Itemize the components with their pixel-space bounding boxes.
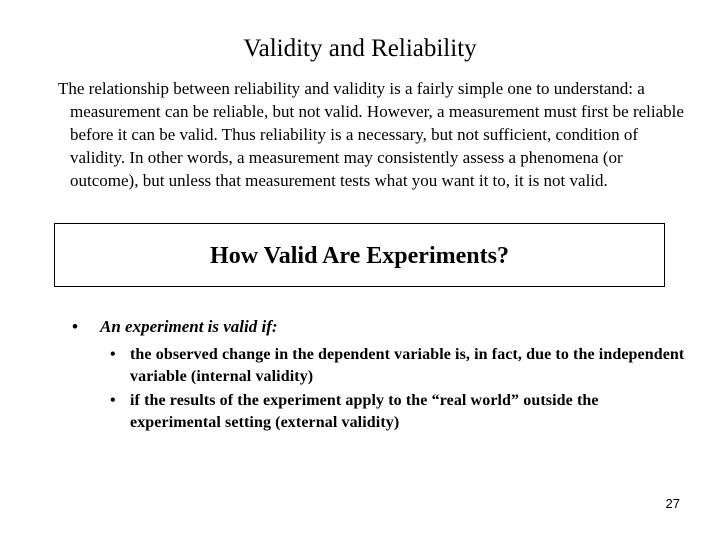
list-item: [110, 344, 685, 388]
sub-bullet-text: the observed change in the dependent variable is, in fact, due to the independent variable (internal validity): [130, 346, 685, 385]
main-bullet-text: An experiment is valid if:: [100, 317, 278, 336]
list-item: [110, 390, 685, 434]
section-box: [54, 223, 665, 287]
bullet-marker: •: [72, 317, 78, 336]
bullet-marker: •: [110, 346, 116, 363]
sub-bullet-text: if the results of the experiment apply to the “real world” outside the experimental setting (external validity): [130, 392, 599, 431]
page-number: 27: [665, 496, 680, 511]
main-bullet: [72, 316, 672, 338]
slide-title: Validity and Reliability: [243, 35, 477, 62]
sub-bullet-list: [110, 344, 685, 436]
bullet-marker: •: [110, 392, 116, 409]
box-title: How Valid Are Experiments?: [210, 243, 509, 269]
intro-paragraph: The relationship between reliability and validity is a fairly simple one to understand: a measurement can be reliable, but not valid. However, a measurement must first be reliable before it can be valid. Thus reliability is a necessary, but not sufficient, condition of validity. In other words, a measurement may consistently assess a phenomena (or outcome), but unless that measurement tests what you want it to, it is not valid.: [58, 79, 684, 190]
